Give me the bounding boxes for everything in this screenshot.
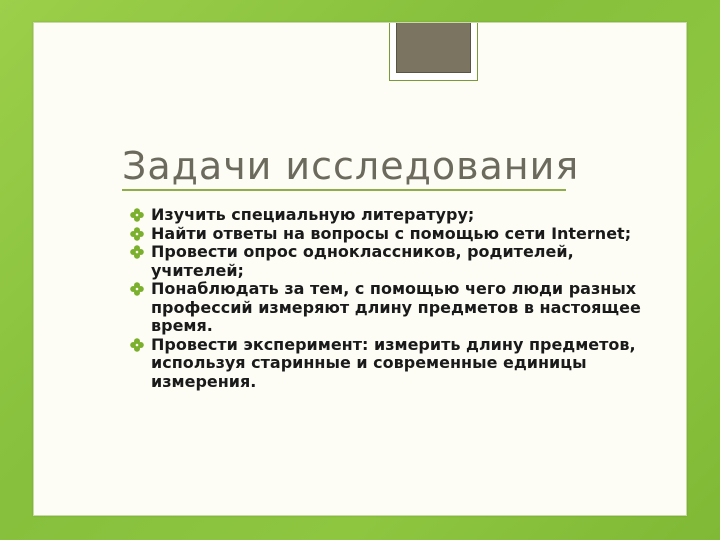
bullet-list [130,206,650,391]
flower-bullet-icon [130,208,144,222]
bullet-text: Провести эксперимент: измерить длину предметов, используя старинные и современные единицы измерения. [151,334,636,391]
bullet-text: Изучить специальную литературу; [151,205,475,224]
flower-bullet-icon [130,227,144,241]
title-underline [122,189,566,191]
slide-title: Задачи исследования [122,144,580,188]
bullet-item [130,206,650,225]
bullet-item [130,336,650,392]
corner-accent-block [396,23,471,73]
flower-bullet-icon [130,245,144,259]
flower-bullet-icon [130,282,144,296]
slide-panel [33,22,687,516]
bullet-item [130,280,650,336]
bullet-text: Найти ответы на вопросы с помощью сети Internet; [151,223,632,243]
flower-bullet-icon [130,338,144,352]
bullet-item [130,225,650,244]
corner-accent-frame [389,23,478,81]
bullet-text: Понаблюдать за тем, с помощью чего люди разных профессий измеряют длину предметов в настоящее время. [151,279,641,335]
bullet-item [130,243,650,280]
bullet-text: Провести опрос одноклассников, родителей, учителей; [151,242,574,280]
